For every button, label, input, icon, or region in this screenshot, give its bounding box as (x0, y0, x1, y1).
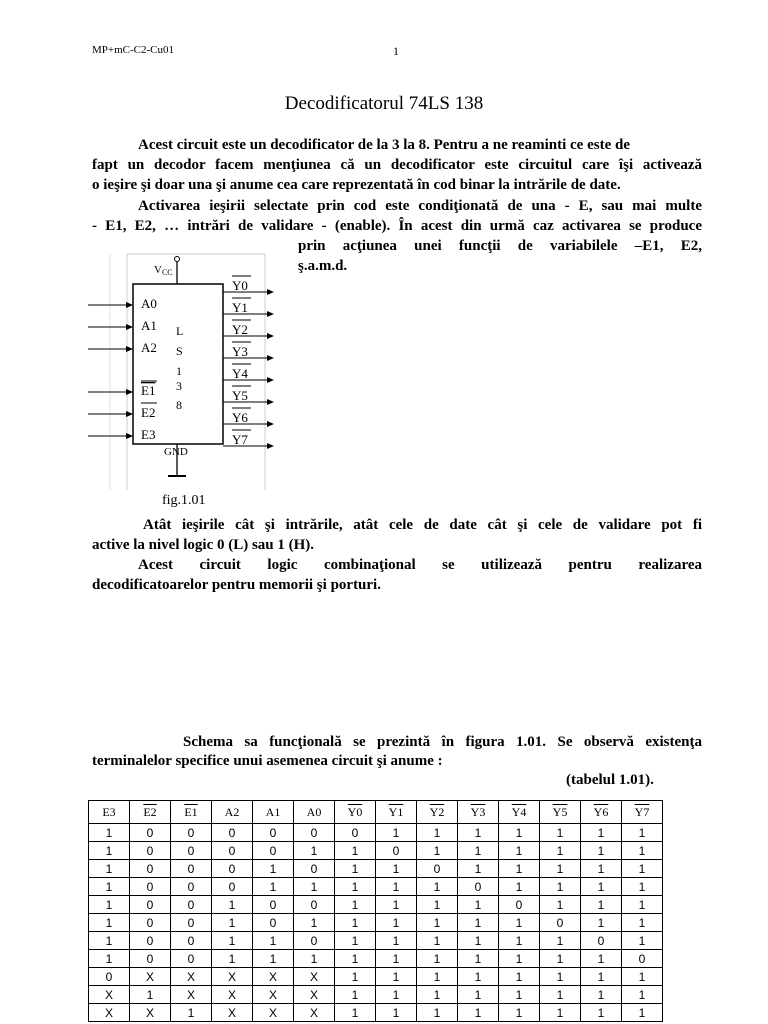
table-cell: X (212, 986, 253, 1004)
table-row (89, 860, 663, 878)
table-cell: 1 (458, 986, 499, 1004)
table-cell: 0 (171, 860, 212, 878)
table-cell: 1 (417, 986, 458, 1004)
table-cell: 1 (253, 932, 294, 950)
table-cell: 1 (458, 842, 499, 860)
column-header-a2: A2 (212, 801, 253, 824)
input-label-e3: E3 (141, 427, 156, 442)
table-cell: 1 (499, 1004, 540, 1022)
table-cell: 0 (130, 824, 171, 842)
table-cell: 1 (499, 824, 540, 842)
table-cell: 1 (335, 1004, 376, 1022)
table-cell: 1 (458, 932, 499, 950)
input-label-e2: E2 (141, 405, 156, 420)
output-label-y2: Y2 (232, 322, 248, 337)
output-arrows (223, 289, 274, 449)
table-cell: 0 (130, 878, 171, 896)
table-cell: 0 (171, 950, 212, 968)
column-header-y6: Y6 (581, 801, 622, 824)
table-row (89, 968, 663, 986)
table-cell: 1 (294, 950, 335, 968)
table-cell: 1 (499, 842, 540, 860)
table-cell: 1 (417, 932, 458, 950)
table-cell: 1 (89, 950, 130, 968)
table-reference: (tabelul 1.01). (566, 772, 654, 788)
column-header-y2: Y2 (417, 801, 458, 824)
paragraph-4-line-1: Acest circuit logic combinaţional se utilizează pentru realizarea (138, 557, 702, 573)
table-cell: 1 (335, 968, 376, 986)
table-cell: 1 (335, 842, 376, 860)
table-cell: X (171, 986, 212, 1004)
column-header-a0: A0 (294, 801, 335, 824)
table-row (89, 1004, 663, 1022)
table-cell: 0 (130, 860, 171, 878)
table-cell: 1 (499, 950, 540, 968)
paragraph-3-line-1: Atât ieşirile cât şi intrările, atât cele de date cât şi cele de validare pot fi (143, 517, 702, 533)
table-cell: 1 (376, 1004, 417, 1022)
table-cell: 0 (499, 896, 540, 914)
table-cell: X (294, 986, 335, 1004)
table-cell: 1 (417, 842, 458, 860)
output-label-y0: Y0 (232, 278, 248, 293)
table-row (89, 896, 663, 914)
table-cell: 1 (540, 950, 581, 968)
table-cell: 1 (458, 860, 499, 878)
table-cell: 1 (540, 842, 581, 860)
input-label-a1: A1 (141, 318, 157, 333)
table-cell: 1 (622, 932, 663, 950)
table-cell: 1 (417, 824, 458, 842)
table-cell: 1 (335, 896, 376, 914)
column-header-y7: Y7 (622, 801, 663, 824)
table-cell: 1 (376, 860, 417, 878)
table-cell: X (253, 986, 294, 1004)
table-cell: 1 (499, 986, 540, 1004)
table-cell: 1 (89, 842, 130, 860)
table-cell: 1 (212, 950, 253, 968)
vcc-pin-icon (175, 257, 180, 262)
table-cell: X (294, 1004, 335, 1022)
table-cell: 0 (171, 932, 212, 950)
input-label-a2: A2 (141, 340, 157, 355)
column-header-y4: Y4 (499, 801, 540, 824)
truth-table (88, 800, 663, 1022)
output-label-y5: Y5 (232, 388, 248, 403)
table-cell: 0 (253, 914, 294, 932)
table-cell: 1 (376, 914, 417, 932)
table-cell: X (294, 968, 335, 986)
table-cell: 1 (581, 1004, 622, 1022)
decoder-diagram (80, 250, 290, 495)
table-cell: 1 (376, 896, 417, 914)
table-row (89, 878, 663, 896)
output-label-y3: Y3 (232, 344, 248, 359)
table-cell: 1 (581, 896, 622, 914)
table-cell: 1 (622, 824, 663, 842)
output-label-y1: Y1 (232, 300, 248, 315)
table-cell: 1 (89, 932, 130, 950)
table-cell: 0 (212, 842, 253, 860)
table-cell: 0 (171, 914, 212, 932)
table-cell: 1 (458, 896, 499, 914)
table-cell: 0 (253, 824, 294, 842)
table-cell: 1 (581, 842, 622, 860)
table-cell: 1 (335, 950, 376, 968)
table-cell: 0 (294, 824, 335, 842)
table-cell: 1 (335, 860, 376, 878)
truth-table-wrapper (88, 800, 663, 1022)
table-cell: 1 (376, 878, 417, 896)
paragraph-2-line-4: ş.a.m.d. (298, 258, 348, 274)
output-label-y6: Y6 (232, 410, 248, 425)
column-header-e2: E2 (130, 801, 171, 824)
column-header-y1: Y1 (376, 801, 417, 824)
table-cell: 1 (540, 1004, 581, 1022)
figure-caption: fig.1.01 (162, 493, 206, 508)
table-cell: 1 (335, 986, 376, 1004)
table-cell: 0 (581, 932, 622, 950)
table-cell: 1 (212, 932, 253, 950)
table-cell: 0 (130, 950, 171, 968)
table-cell: 0 (212, 860, 253, 878)
table-cell: 1 (458, 824, 499, 842)
table-cell: 1 (253, 860, 294, 878)
table-cell: 0 (89, 968, 130, 986)
table-cell: 0 (253, 842, 294, 860)
table-cell: 1 (171, 1004, 212, 1022)
document-code: MP+mC-C2-Cu01 (92, 44, 174, 56)
table-cell: 0 (417, 860, 458, 878)
paragraph-1-line-1: Acest circuit este un decodificator de la 3 la 8. Pentru a ne reaminti ce este de (138, 137, 630, 153)
table-cell: 1 (376, 968, 417, 986)
table-cell: X (212, 968, 253, 986)
table-cell: 1 (212, 896, 253, 914)
table-cell: 0 (294, 932, 335, 950)
chip-label-0: L (176, 324, 184, 338)
column-header-y0: Y0 (335, 801, 376, 824)
table-cell: 1 (622, 914, 663, 932)
page-number: 1 (393, 44, 399, 58)
table-cell: 0 (130, 842, 171, 860)
table-row (89, 842, 663, 860)
table-cell: 0 (540, 914, 581, 932)
table-cell: 1 (294, 914, 335, 932)
input-label-e1: E1 (141, 383, 156, 398)
table-cell: 1 (89, 896, 130, 914)
table-cell: 1 (376, 986, 417, 1004)
input-label-a0: A0 (141, 296, 157, 311)
table-cell: 0 (294, 896, 335, 914)
table-row (89, 932, 663, 950)
table-cell: 0 (130, 914, 171, 932)
table-cell: 1 (253, 950, 294, 968)
output-label-y7: Y7 (232, 432, 248, 447)
table-cell: 1 (581, 860, 622, 878)
table-cell: 1 (376, 824, 417, 842)
table-cell: 0 (130, 896, 171, 914)
table-cell: 1 (294, 842, 335, 860)
chip-label-4: 8 (176, 398, 182, 412)
column-header-y5: Y5 (540, 801, 581, 824)
table-cell: 1 (458, 968, 499, 986)
table-cell: 1 (499, 860, 540, 878)
paragraph-1-line-3: o ieşire şi doar una şi anume cea care reprezentată în cod binar la intrările de date. (92, 177, 621, 193)
table-cell: 1 (540, 896, 581, 914)
table-cell: 1 (540, 878, 581, 896)
table-body (89, 824, 663, 1022)
table-cell: X (89, 986, 130, 1004)
table-cell: 1 (499, 932, 540, 950)
table-cell: 1 (253, 878, 294, 896)
table-cell: 0 (171, 842, 212, 860)
table-cell: 1 (89, 914, 130, 932)
table-cell: 1 (540, 860, 581, 878)
table-cell: 1 (622, 842, 663, 860)
table-cell: 1 (581, 878, 622, 896)
table-cell: 0 (458, 878, 499, 896)
table-cell: 1 (89, 860, 130, 878)
table-cell: 1 (458, 950, 499, 968)
table-cell: 0 (212, 824, 253, 842)
table-cell: 1 (130, 986, 171, 1004)
table-cell: 1 (335, 878, 376, 896)
table-cell: 0 (171, 896, 212, 914)
table-cell: 1 (499, 968, 540, 986)
table-cell: 1 (540, 986, 581, 1004)
vcc-label: VCC (154, 264, 173, 277)
table-cell: 1 (294, 878, 335, 896)
table-cell: X (171, 968, 212, 986)
table-cell: 0 (376, 842, 417, 860)
table-cell: 1 (89, 878, 130, 896)
table-cell: 1 (458, 1004, 499, 1022)
chip-label-3: 3 (176, 379, 182, 393)
table-cell: 1 (417, 914, 458, 932)
paragraph-4-line-2: decodificatoarelor pentru memorii şi porturi. (92, 577, 381, 593)
table-row (89, 986, 663, 1004)
page-title: Decodificatorul 74LS 138 (284, 93, 484, 114)
table-cell: 1 (622, 986, 663, 1004)
table-cell: 1 (622, 878, 663, 896)
table-cell: 1 (581, 986, 622, 1004)
column-header-e1: E1 (171, 801, 212, 824)
table-row (89, 950, 663, 968)
gnd-label: GND (164, 446, 188, 458)
paragraph-3-line-2: active la nivel logic 0 (L) sau 1 (H). (92, 537, 315, 553)
table-cell: 1 (376, 950, 417, 968)
table-cell: 1 (540, 824, 581, 842)
table-cell: 1 (89, 824, 130, 842)
table-cell: 1 (581, 950, 622, 968)
table-cell: 1 (335, 932, 376, 950)
table-cell: 1 (622, 896, 663, 914)
table-cell: X (130, 1004, 171, 1022)
table-cell: 1 (417, 896, 458, 914)
table-row (89, 914, 663, 932)
table-cell: 1 (417, 878, 458, 896)
paragraph-1-line-2: fapt un decodor facem menţiunea că un decodificator este circuitul care îşi activează (92, 157, 702, 173)
paragraph-2-line-2: - E1, E2, … intrări de validare - (enable). În acest din urmă caz activarea se produce (92, 218, 702, 234)
table-row (89, 824, 663, 842)
paragraph-5-line-1: Schema sa funcţională se prezintă în figura 1.01. Se observă existenţa (183, 734, 702, 750)
table-cell: X (89, 1004, 130, 1022)
table-cell: 1 (499, 878, 540, 896)
table-cell: 0 (335, 824, 376, 842)
table-cell: 1 (540, 932, 581, 950)
table-cell: 0 (171, 824, 212, 842)
chip-label-2: 1 (176, 364, 182, 378)
table-cell: 1 (335, 914, 376, 932)
paragraph-2-line-1: Activarea ieşirii selectate prin cod este condiţionată de una - E, sau mai multe (138, 198, 702, 214)
table-cell: X (253, 968, 294, 986)
column-header-y3: Y3 (458, 801, 499, 824)
table-cell: 1 (622, 968, 663, 986)
table-cell: 0 (130, 932, 171, 950)
column-header-e3: E3 (89, 801, 130, 824)
table-cell: X (212, 1004, 253, 1022)
table-cell: 1 (417, 968, 458, 986)
table-cell: 1 (622, 860, 663, 878)
table-cell: 0 (294, 860, 335, 878)
table-cell: 0 (253, 896, 294, 914)
table-cell: 1 (417, 1004, 458, 1022)
table-cell: 1 (540, 968, 581, 986)
table-cell: 1 (581, 914, 622, 932)
table-cell: 1 (376, 932, 417, 950)
table-cell: 0 (622, 950, 663, 968)
table-cell: 1 (417, 950, 458, 968)
table-cell: 1 (458, 914, 499, 932)
column-header-a1: A1 (253, 801, 294, 824)
paragraph-2-line-3: prin acţiunea unei funcţii de variabilele –E1, E2, (298, 238, 702, 254)
table-header-row (89, 801, 663, 824)
table-cell: 1 (581, 824, 622, 842)
output-label-y4: Y4 (232, 366, 248, 381)
table-cell: X (130, 968, 171, 986)
table-cell: 1 (212, 914, 253, 932)
table-cell: 0 (212, 878, 253, 896)
table-cell: 1 (499, 914, 540, 932)
table-cell: X (253, 1004, 294, 1022)
table-cell: 1 (622, 1004, 663, 1022)
paragraph-5-line-2: terminalelor specifice unui asemenea circuit şi anume : (92, 753, 443, 769)
table-cell: 0 (171, 878, 212, 896)
chip-label-1: S (176, 344, 183, 358)
table-cell: 1 (581, 968, 622, 986)
